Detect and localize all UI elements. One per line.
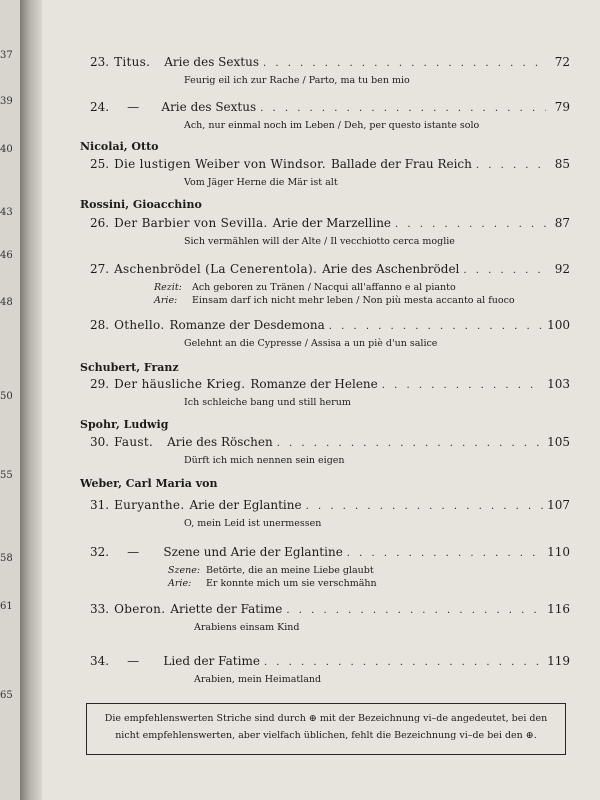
entry-number: 34. [90,654,110,668]
composer-heading: Rossini, Gioacchino [80,198,202,211]
page-number: 85 [554,157,570,171]
entry-23 [90,55,570,87]
work-title: Der Barbier von Sevilla. [114,216,268,230]
aria-title: Lied der Fatime [163,654,260,668]
work-title: Othello. [114,318,165,332]
entry-number: 29. [90,377,110,391]
aria-incipit: Sich vermählen will der Alte / Il vecchiotto cerca moglie [184,236,455,247]
leader-dots [264,655,543,670]
aria-incipit: Arabien, mein Heimatland [194,674,322,685]
book-spine-shadow [20,0,42,800]
leader-dots [306,499,543,514]
entry-24 [90,100,570,132]
aria-title: Arie des Aschenbrödel [322,262,460,276]
margin-page-number: 58 [0,553,13,564]
leader-dots [463,263,546,278]
aria-title: Szene und Arie der Eglantine [163,545,343,559]
aria-incipit: Ich schleiche bang und still herum [184,397,351,408]
entry-32 [90,545,570,590]
leader-dots [382,378,543,393]
aria-title: Ballade der Frau Reich [330,157,472,171]
leader-dots [263,56,546,71]
aria-title: Romanze der Helene [250,377,378,391]
aria-incipit: Arie: Er konnte mich um sie verschmähn [168,578,377,589]
aria-incipit: Arabiens einsam Kind [194,622,300,633]
index-page [42,0,600,800]
composer-heading: Spohr, Ludwig [80,418,169,431]
page-number: 110 [547,545,570,559]
page-number: 79 [554,100,570,114]
page-number: 107 [547,498,570,512]
page-number: 103 [547,377,570,391]
margin-page-number: 55 [0,470,13,481]
entry-25 [90,157,570,189]
aria-title: Arie der Marzelline [272,216,392,230]
composer-heading: Schubert, Franz [80,361,179,374]
entry-number: 27. [90,262,110,276]
aria-incipit: Vom Jäger Herne die Mär ist alt [184,177,338,188]
aria-title: Arie des Sextus [161,100,257,114]
aria-title: Romanze der Desdemona [169,318,325,332]
aria-title: Arie der Eglantine [189,498,302,512]
page-number: 116 [547,602,570,616]
page-number: 87 [554,216,570,230]
aria-incipit: Gelehnt an die Cypresse / Assisa a un piè d'un salice [184,338,438,349]
entry-29 [90,377,570,409]
work-title: — [127,654,140,668]
leader-dots [329,319,543,334]
aria-title: Arie des Sextus [164,55,259,69]
leader-dots [476,158,546,173]
aria-incipit: Dürft ich mich nennen sein eigen [184,455,345,466]
aria-incipit: Rezit: Ach geboren zu Tränen / Nacqui all'affanno e al pianto [154,282,456,293]
entry-31 [90,498,570,530]
aria-incipit: Feurig eil ich zur Rache / Parto, ma tu ben mio [184,75,410,86]
leader-dots [347,546,543,561]
margin-page-number: 65 [0,690,13,701]
work-title: — [127,545,140,559]
aria-title: Ariette der Fatime [170,602,283,616]
entry-26 [90,216,570,248]
entry-number: 23. [90,55,110,69]
page-number: 72 [554,55,570,69]
work-title: Oberon. [114,602,166,616]
entry-30 [90,435,570,467]
entry-number: 26. [90,216,110,230]
aria-incipit: O, mein Leid ist unermessen [184,518,322,529]
entry-number: 33. [90,602,110,616]
work-title: — [127,100,140,114]
leader-dots [277,436,543,451]
work-title: Faust. [114,435,154,449]
composer-heading: Weber, Carl Maria von [80,477,218,490]
work-title: Titus. [114,55,151,69]
entry-27 [90,262,570,307]
aria-incipit: Szene: Betörte, die an meine Liebe glaubt [168,565,374,576]
margin-page-number: 37 [0,50,13,61]
page-number: 119 [547,654,570,668]
aria-incipit: Arie: Einsam darf ich nicht mehr leben / Non più mesta accanto al fuoco [154,295,515,306]
entry-number: 24. [90,100,110,114]
entry-number: 31. [90,498,110,512]
aria-incipit: Ach, nur einmal noch im Leben / Deh, per questo istante solo [184,120,480,131]
entry-number: 30. [90,435,110,449]
work-title: Aschenbrödel (La Cenerentola). [114,262,318,276]
margin-page-number: 50 [0,391,13,402]
composer-heading: Nicolai, Otto [80,140,159,153]
entry-number: 28. [90,318,110,332]
leader-dots [286,603,543,618]
cuts-note-box: Die empfehlenswerten Striche sind durch ⊕ mit der Bezeichnung vi–de angedeutet, bei den nicht empfehlenswerten, aber vielfach üblichen, fehlt die Bezeichnung vi–de bei den ⊕. [86,703,566,755]
entry-number: 32. [90,545,110,559]
margin-page-number: 43 [0,207,13,218]
margin-page-number: 46 [0,250,13,261]
entry-number: 25. [90,157,110,171]
aria-title: Arie des Röschen [167,435,273,449]
previous-page-edge [0,0,21,800]
leader-dots [395,217,546,232]
margin-page-number: 39 [0,96,13,107]
margin-page-number: 48 [0,297,13,308]
entry-33 [90,602,570,634]
work-title: Euryanthe. [114,498,185,512]
leader-dots [260,101,546,116]
page-number: 92 [554,262,570,276]
margin-page-number: 61 [0,601,13,612]
page-number: 105 [547,435,570,449]
margin-page-number: 40 [0,144,13,155]
work-title: Die lustigen Weiber von Windsor. [114,157,326,171]
entry-34 [90,654,570,686]
work-title: Der häusliche Krieg. [114,377,246,391]
page-number: 100 [547,318,570,332]
entry-28 [90,318,570,350]
